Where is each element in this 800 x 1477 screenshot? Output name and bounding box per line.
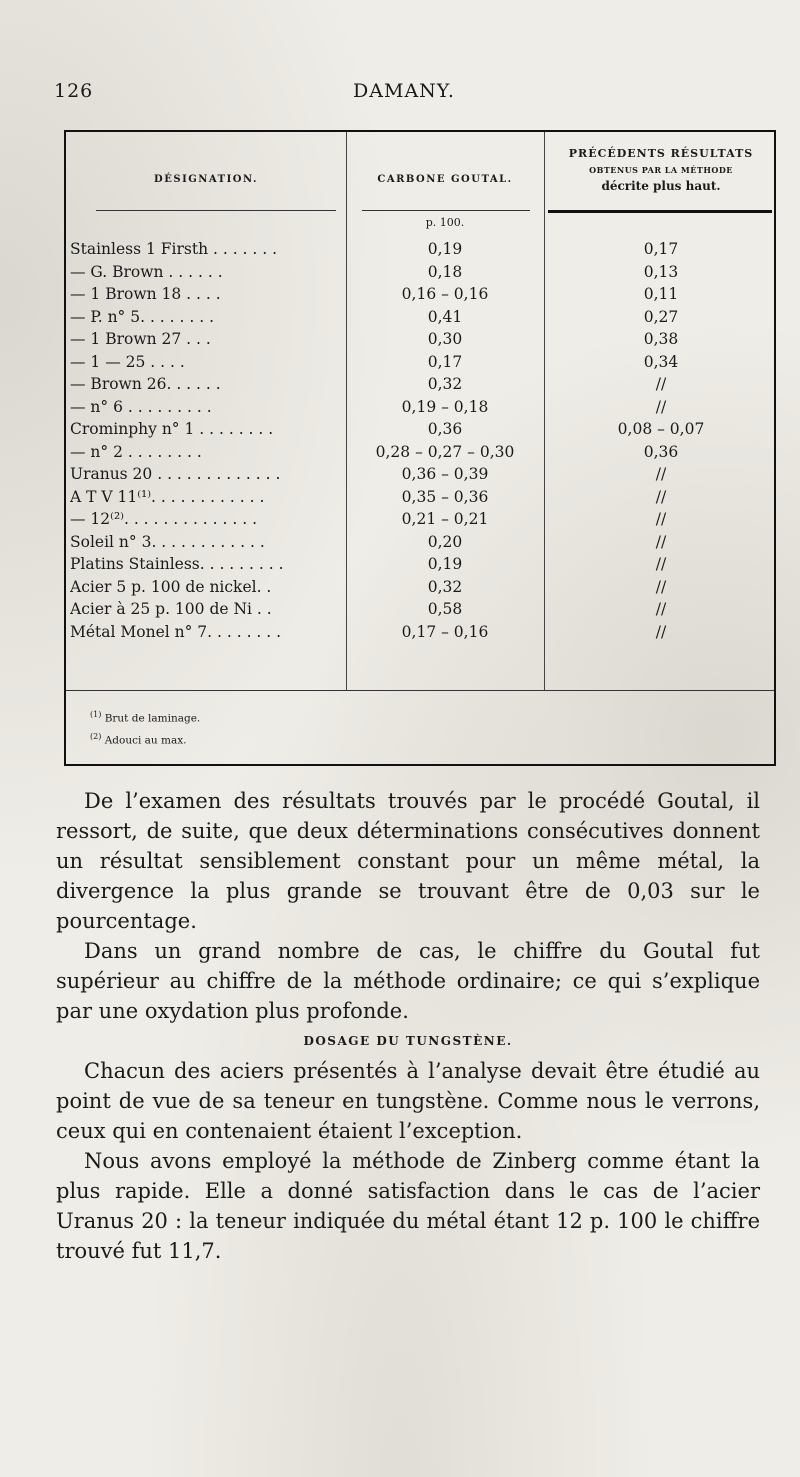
previous-result-cell: 0,13	[643, 262, 679, 281]
table-row	[66, 396, 778, 419]
table-row	[66, 261, 778, 284]
designation-cell: — 1 Brown 18 . . . .	[70, 285, 221, 303]
carbone-cell: 0,36 – 0,39	[401, 465, 489, 483]
previous-result-cell: 0,27	[643, 307, 679, 326]
carbone-cell: 0,19	[427, 555, 463, 573]
footnotes	[90, 706, 200, 749]
carbone-cell: 0,58	[427, 600, 463, 618]
table-row	[66, 486, 778, 509]
table-row	[66, 441, 778, 464]
page-number: 126	[54, 80, 94, 102]
header-rule	[96, 210, 336, 211]
carbone-cell: 0,28 – 0,27 – 0,30	[375, 442, 515, 461]
paragraph: Nous avons employé la méthode de Zinberg comme étant la plus rapide. Elle a donné satisfaction dans le cas de l’acier Uranus 20 : la teneur indiquée du métal étant 12 p. 100 le chiffre trouvé fut 11,7.	[56, 1149, 760, 1263]
previous-result-cell: //	[655, 577, 667, 596]
previous-result-cell: //	[655, 375, 667, 393]
footnote	[90, 728, 200, 750]
table-body	[66, 238, 778, 643]
table-row	[66, 531, 778, 554]
table-row	[66, 463, 778, 486]
table-row	[66, 621, 778, 644]
designation-cell: — 12⁽²⁾. . . . . . . . . . . . . .	[70, 510, 258, 528]
table-row	[66, 508, 778, 531]
table-row	[66, 283, 778, 306]
previous-result-cell: 0,17	[643, 240, 679, 258]
table-row	[66, 373, 778, 396]
designation-cell: — 1 — 25 . . . .	[70, 352, 185, 371]
unit-label: p. 100.	[425, 216, 465, 229]
designation-cell: Acier 5 p. 100 de nickel. .	[70, 577, 272, 596]
footnote-mark: (2)	[90, 731, 102, 741]
table-row	[66, 418, 778, 441]
table-rule	[66, 690, 774, 691]
designation-cell: — 1 Brown 27 . . .	[70, 330, 211, 348]
previous-result-cell: 0,36	[643, 442, 679, 461]
column-header-designation: DÉSIGNATION.	[154, 174, 258, 185]
carbone-cell: 0,20	[427, 532, 463, 551]
carbone-cell: 0,32	[427, 375, 463, 393]
carbone-cell: 0,32	[427, 577, 463, 596]
previous-result-cell: //	[655, 487, 667, 506]
previous-result-cell: 0,34	[643, 352, 679, 371]
paragraph: De l’examen des résultats trouvés par le procédé Goutal, il ressort, de suite, que deux déterminations consécutives donnent un résultat sensiblement constant pour un même métal, la divergence la plus grande se trouvant être de 0,03 sur le pourcentage.	[56, 789, 760, 933]
footnote-text: Adouci au max.	[104, 734, 187, 746]
carbone-cell: 0,21 – 0,21	[401, 510, 489, 528]
carbone-cell: 0,17 – 0,16	[401, 622, 489, 641]
header-line: PRÉCÉDENTS RÉSULTATS	[568, 147, 754, 160]
footnote-text: Brut de laminage.	[104, 712, 201, 725]
designation-cell: Stainless 1 Firsth . . . . . . .	[70, 240, 278, 258]
designation-cell: Uranus 20 . . . . . . . . . . . . .	[70, 465, 281, 483]
carbone-cell: 0,41	[427, 307, 463, 326]
carbone-cell: 0,19	[427, 240, 463, 258]
previous-result-cell: //	[655, 465, 667, 483]
designation-cell: Crominphy n° 1 . . . . . . . .	[70, 420, 274, 438]
previous-result-cell: 0,11	[643, 285, 679, 303]
section-title: DOSAGE DU TUNGSTÈNE.	[303, 1034, 513, 1048]
designation-cell: — P. n° 5. . . . . . . .	[70, 307, 214, 326]
carbone-cell: 0,35 – 0,36	[401, 487, 489, 506]
footnote	[90, 706, 200, 728]
header-line: décrite plus haut.	[601, 179, 721, 193]
previous-result-cell: //	[655, 510, 667, 528]
table-row	[66, 576, 778, 599]
previous-result-cell: //	[655, 600, 667, 618]
previous-result-cell: 0,08 – 0,07	[617, 420, 705, 438]
column-header-carbone: CARBONE GOUTAL.	[377, 174, 513, 185]
column-header-previous-results	[544, 146, 778, 194]
designation-cell: — G. Brown . . . . . .	[70, 262, 223, 281]
previous-result-cell: //	[655, 622, 667, 641]
paragraph: Chacun des aciers présentés à l’analyse devait être étudié au point de vue de sa teneur en tungstène. Comme nous le verrons, ceux qui en contenaient étaient l’exception.	[56, 1059, 760, 1143]
running-head: DAMANY.	[353, 80, 455, 102]
carbone-cell: 0,16 – 0,16	[401, 285, 489, 303]
carbone-cell: 0,30	[427, 330, 463, 348]
header-line: OBTENUS PAR LA MÉTHODE	[589, 165, 733, 175]
designation-cell: A T V 11⁽¹⁾. . . . . . . . . . . .	[70, 487, 265, 506]
table-row	[66, 553, 778, 576]
paragraph: Dans un grand nombre de cas, le chiffre du Goutal fut supérieur au chiffre de la méthode ordinaire; ce qui s’explique par une oxydation plus profonde.	[56, 939, 760, 1023]
carbone-cell: 0,17	[427, 352, 463, 371]
previous-result-cell: //	[655, 555, 667, 573]
table-row	[66, 351, 778, 374]
designation-cell: Platins Stainless. . . . . . . . .	[70, 555, 284, 573]
header-rule	[362, 210, 530, 211]
previous-result-cell: //	[655, 397, 667, 416]
designation-cell: — Brown 26. . . . . .	[70, 375, 221, 393]
carbone-cell: 0,36	[427, 420, 463, 438]
composition-table	[64, 130, 776, 766]
previous-result-cell: //	[655, 532, 667, 551]
page-header	[54, 80, 754, 110]
designation-cell: Soleil n° 3. . . . . . . . . . . .	[70, 532, 265, 551]
previous-result-cell: 0,38	[643, 330, 679, 348]
designation-cell: Métal Monel n° 7. . . . . . . .	[70, 622, 282, 641]
designation-cell: — n° 2 . . . . . . . .	[70, 442, 202, 461]
header-rule	[548, 210, 772, 213]
carbone-cell: 0,18	[427, 262, 463, 281]
table-row	[66, 328, 778, 351]
table-row	[66, 598, 778, 621]
table-row	[66, 306, 778, 329]
designation-cell: — n° 6 . . . . . . . . .	[70, 397, 212, 416]
table-row	[66, 238, 778, 261]
carbone-cell: 0,19 – 0,18	[401, 397, 489, 416]
designation-cell: Acier à 25 p. 100 de Ni . .	[70, 600, 272, 618]
body-text	[56, 786, 760, 1266]
footnote-mark: (1)	[90, 710, 102, 719]
